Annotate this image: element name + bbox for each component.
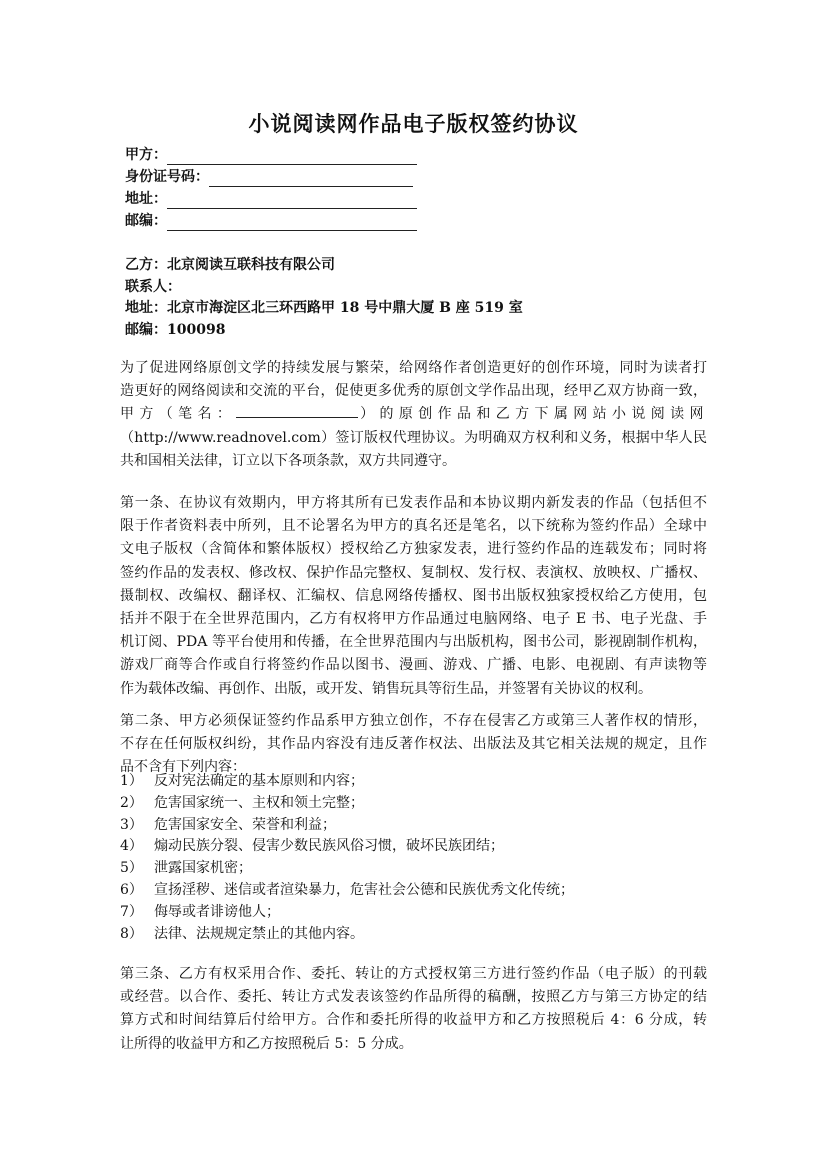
article-3-line: 算方式和时间结算后付给甲方。合作和委托所得的收益甲方和乙方按照税后 4：6 分成，转 — [120, 1012, 707, 1029]
party-a-address-row — [125, 189, 417, 209]
intro-line: 造更好的网络阅读和交流的平台，促使更多优秀的原创文学作品出现，经甲乙双方协商一致， — [120, 383, 707, 400]
penname-suffix: ）的原创作品和乙方下属网站小说阅读网 — [358, 406, 707, 423]
article-1-line: 第一条、在协议有效期内，甲方将其所有已发表作品和本协议期内新发表的作品（包括但不 — [120, 495, 707, 511]
article-3-line: 或经营。以合作、委托、转让方式发表该签约作品所得的稿酬，按照乙方与第三方协定的结 — [120, 989, 707, 1006]
intro-paragraph — [120, 357, 707, 473]
article-2-line: 品不含有下列内容： — [120, 759, 246, 776]
article-1-line: 游戏厂商等合作或自行将签约作品以图书、漫画、游戏、广播、电影、电视剧、有声读物等 — [120, 657, 707, 674]
penname-prefix: 甲方（笔名： — [120, 406, 237, 423]
article-1-line: 文电子版权（含简体和繁体版权）授权给乙方独家发表，进行签约作品的连载发布；同时将 — [120, 541, 707, 558]
list-item: 5） 泄露国家机密； — [120, 860, 252, 877]
party-a-address-blank[interactable] — [167, 192, 417, 209]
article-1-line: 摄制权、改编权、翻译权、汇编权、信息网络传播权、图书出版权独家授权给乙方使用，包 — [120, 587, 707, 604]
party-a-postcode-row — [125, 211, 417, 231]
intro-line: 为了促进网络原创文学的持续发展与繁荣，给网络作者创造更好的创作环境，同时为读者打 — [120, 360, 707, 376]
party-b-address: 地址：北京市海淀区北三环西路甲 18 号中鼎大厦 B 座 519 室 — [125, 300, 523, 316]
party-a-name-label: 甲方： — [125, 147, 167, 163]
article-1-line: 作为载体改编、再创作、出版，或开发、销售玩具等衍生品，并签署有关协议的权利。 — [120, 680, 652, 697]
article-2-line: 不存在任何版权纠纷，其作品内容没有违反著作权法、出版法及其它相关法规的规定，且作 — [120, 736, 707, 753]
party-a-postcode-label: 邮编： — [125, 213, 167, 229]
prohibited-content-list — [120, 771, 707, 945]
list-item: 3） 危害国家安全、荣誉和利益； — [120, 816, 336, 833]
party-a-name-blank[interactable] — [167, 148, 417, 165]
party-a-address-label: 地址： — [125, 191, 167, 207]
list-item: 2） 危害国家统一、主权和领土完整； — [120, 794, 364, 811]
party-b-name: 乙方：北京阅读互联科技有限公司 — [125, 257, 335, 273]
article-3-line: 第三条、乙方有权采用合作、委托、转让的方式授权第三方进行签约作品（电子版）的刊载 — [120, 966, 707, 982]
party-b-contact: 联系人： — [125, 279, 181, 295]
article-1-line: 限于作者资料表中所列，且不论署名为甲方的真名还是笔名，以下统称为签约作品）全球中 — [120, 518, 707, 535]
list-item: 1） 反对宪法确定的基本原则和内容； — [120, 773, 364, 789]
document-title: 小说阅读网作品电子版权签约协议 — [248, 111, 579, 136]
party-a-postcode-blank[interactable] — [167, 214, 417, 231]
party-a-id-label: 身份证号码： — [125, 169, 209, 185]
article-1-line: 签约作品的发表权、修改权、保护作品完整权、复制权、发行权、表演权、放映权、广播权、 — [120, 564, 707, 581]
article-2-line: 第二条、甲方必须保证签约作品系甲方独立创作，不存在侵害乙方或第三人著作权的情形， — [120, 713, 707, 729]
article-2 — [120, 710, 707, 780]
article-3-line: 让所得的收益甲方和乙方按照税后 5：5 分成。 — [120, 1035, 413, 1052]
party-b-postcode: 邮编：100098 — [125, 322, 226, 338]
party-a-name-row — [125, 145, 417, 165]
article-3 — [120, 963, 707, 1056]
party-a-id-blank[interactable] — [209, 170, 413, 187]
list-item: 8） 法律、法规规定禁止的其他内容。 — [120, 925, 364, 942]
list-item: 6） 宣扬淫秽、迷信或者渲染暴力，危害社会公德和民族优秀文化传统； — [120, 881, 574, 898]
article-1-line: 括并不限于在全世界范围内，乙方有权将甲方作品通过电脑网络、电子 E 书、电子光盘、手 — [120, 610, 707, 627]
intro-line: 共和国相关法律，订立以下各项条款，双方共同遵守。 — [120, 452, 456, 469]
intro-line: （http://www.readnovel.com）签订版权代理协议。为明确双方权利和义务，根据中华人民 — [120, 429, 707, 446]
article-1 — [120, 492, 707, 701]
list-item: 4） 煽动民族分裂、侵害少数民族风俗习惯，破坏民族团结； — [120, 838, 504, 855]
article-1-line: 机订阅、PDA 等平台使用和传播，在全世界范围内与出版机构，图书公司，影视剧制作机构， — [120, 634, 707, 651]
party-a-id-row — [125, 167, 413, 187]
intro-line-penname — [120, 403, 707, 426]
penname-blank[interactable] — [236, 403, 358, 418]
list-item: 7） 侮辱或者诽谤他人； — [120, 903, 280, 920]
